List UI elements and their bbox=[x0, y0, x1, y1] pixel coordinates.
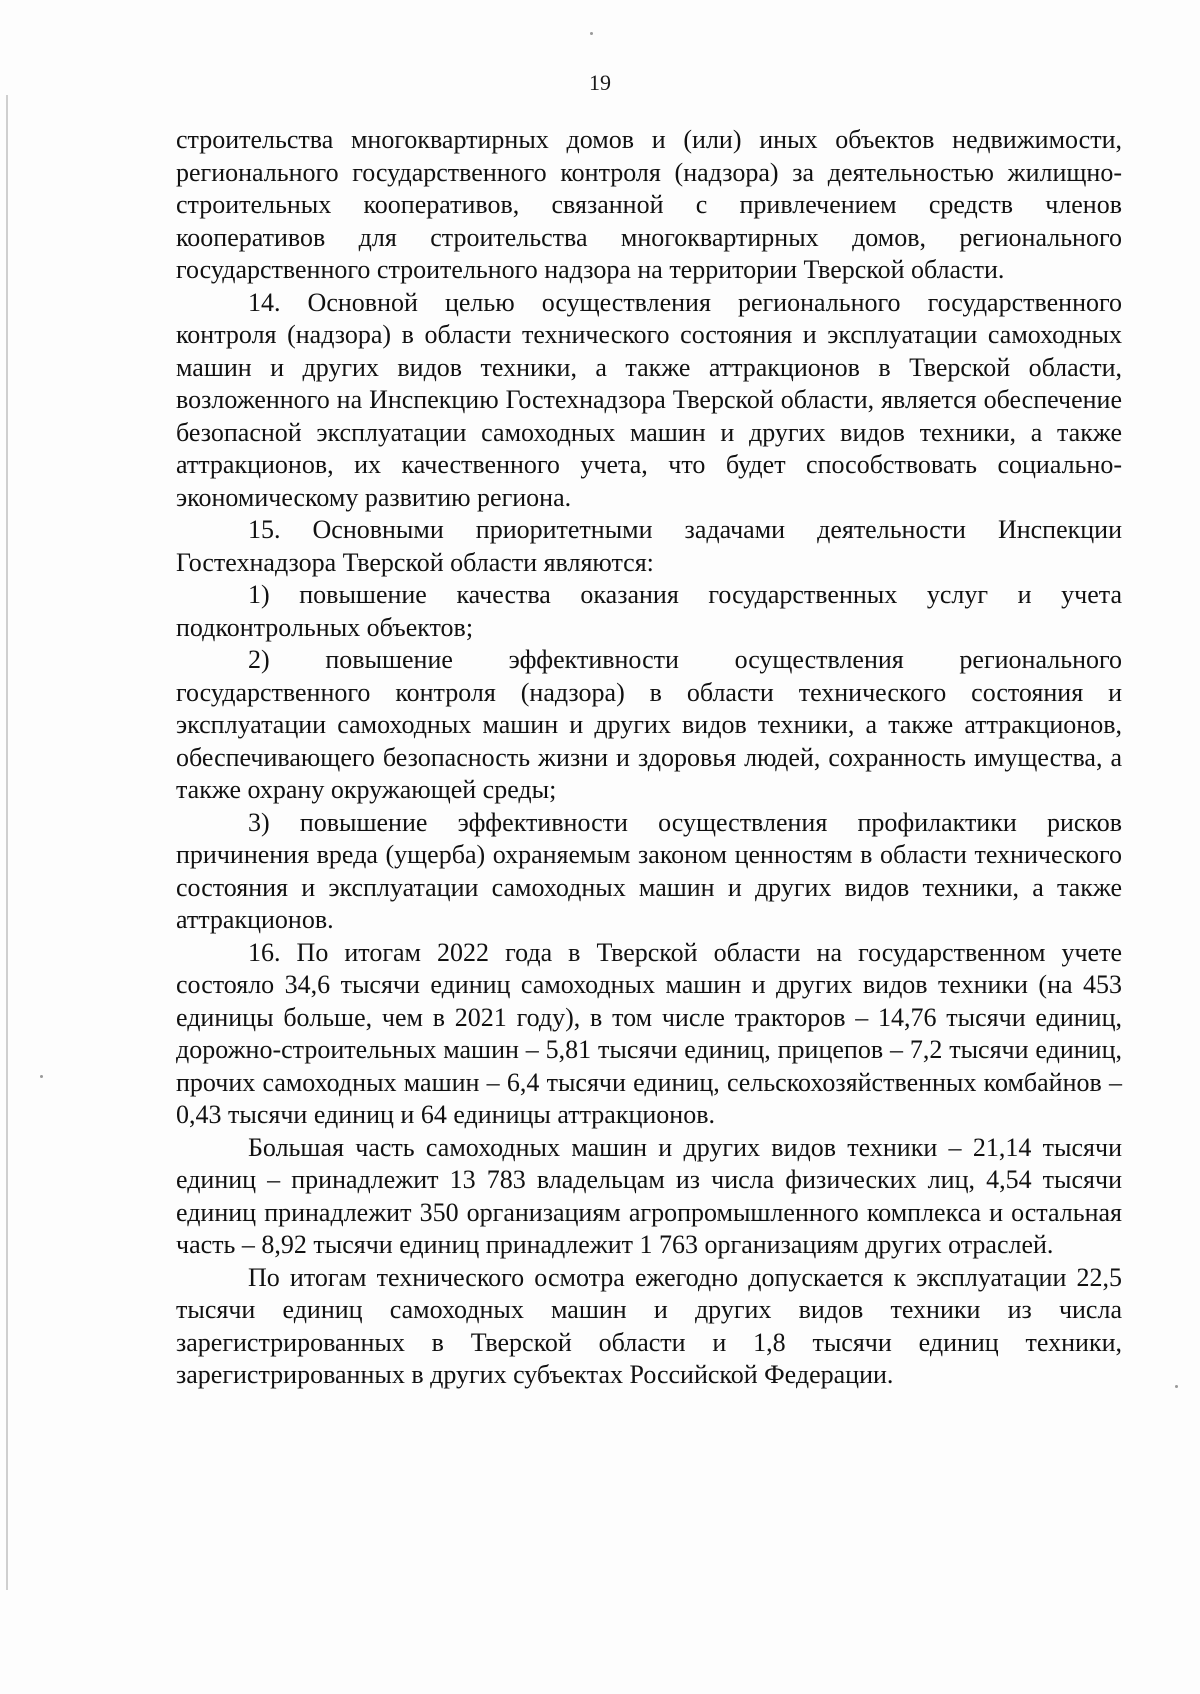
list-item-15-2: 2) повышение эффективности осуществления регионального государственного контроля (надзора) в области технического состояния и эксплуатации самоходных машин и других видов техники, а также аттракционов, обеспечивающего безопасность жизни и здоровья людей, сохранность имущества, а также охрану окружающей среды; bbox=[176, 645, 1122, 804]
paragraph-16-inspection: По итогам технического осмотра ежегодно допускается к эксплуатации 22,5 тысячи единиц самоходных машин и других видов техники из числа зарегистрированных в Тверской области и 1,8 тысячи единиц техники, зарегистрированных в других субъектах Российской Федерации. bbox=[176, 1262, 1122, 1389]
scan-speck bbox=[1175, 1385, 1178, 1388]
paragraph-16-ownership: Большая часть самоходных машин и других видов техники – 21,14 тысячи единиц – принадлежит 13 783 владельцам из числа физических лиц, 4,54 тысячи единиц принадлежит 350 организациям агропромышленного комплекса и остальная часть – 8,92 тысячи единиц принадлежит 1 763 организациям других отраслей. bbox=[176, 1132, 1122, 1259]
paragraph-16: 16. По итогам 2022 года в Тверской области на государственном учете состояло 34,6 тысячи единиц самоходных машин и других видов техники (на 453 единицы больше, чем в 2021 году), в том числе тракторов – 14,76 тысячи единиц, дорожно-строительных машин – 5,81 тысячи единиц, прицепов – 7,2 тысячи единиц, прочих самоходных машин – 6,4 тысячи единиц, сельскохозяйственных комбайнов – 0,43 тысячи единиц и 64 единицы аттракционов. bbox=[176, 937, 1122, 1129]
scan-edge-shadow bbox=[6, 95, 8, 1590]
scan-speck bbox=[40, 1075, 43, 1078]
list-item-15-3: 3) повышение эффективности осуществления профилактики рисков причинения вреда (ущерба) охраняемым законом ценностям в области технического состояния и эксплуатации самоходных машин и других видов техники, а также аттракционов. bbox=[176, 807, 1122, 934]
paragraph-15: 15. Основными приоритетными задачами деятельности Инспекции Гостехнадзора Тверской области являются: bbox=[176, 515, 1122, 577]
list-item-15-1: 1) повышение качества оказания государственных услуг и учета подконтрольных объектов; bbox=[176, 580, 1122, 642]
scan-speck bbox=[590, 32, 593, 35]
paragraph-continuation: строительства многоквартирных домов и (или) иных объектов недвижимости, регионального государственного контроля (надзора) за деятельностью жилищно-строительных кооперативов, связанной с привлечением средств членов кооперативов для строительства многоквартирных домов, регионального государственного строительного надзора на территории Тверской области. bbox=[176, 125, 1122, 284]
paragraph-14: 14. Основной целью осуществления регионального государственного контроля (надзора) в области технического состояния и эксплуатации самоходных машин и других видов техники, а также аттракционов в Тверской области, возложенного на Инспекцию Гостехнадзора Тверской области, является обеспечение безопасной эксплуатации самоходных машин и других видов техники, а также аттракционов, их качественного учета, что будет способствовать социально-экономическому развитию региона. bbox=[176, 287, 1122, 512]
document-body bbox=[176, 124, 1122, 1392]
page-number: 19 bbox=[589, 70, 611, 95]
